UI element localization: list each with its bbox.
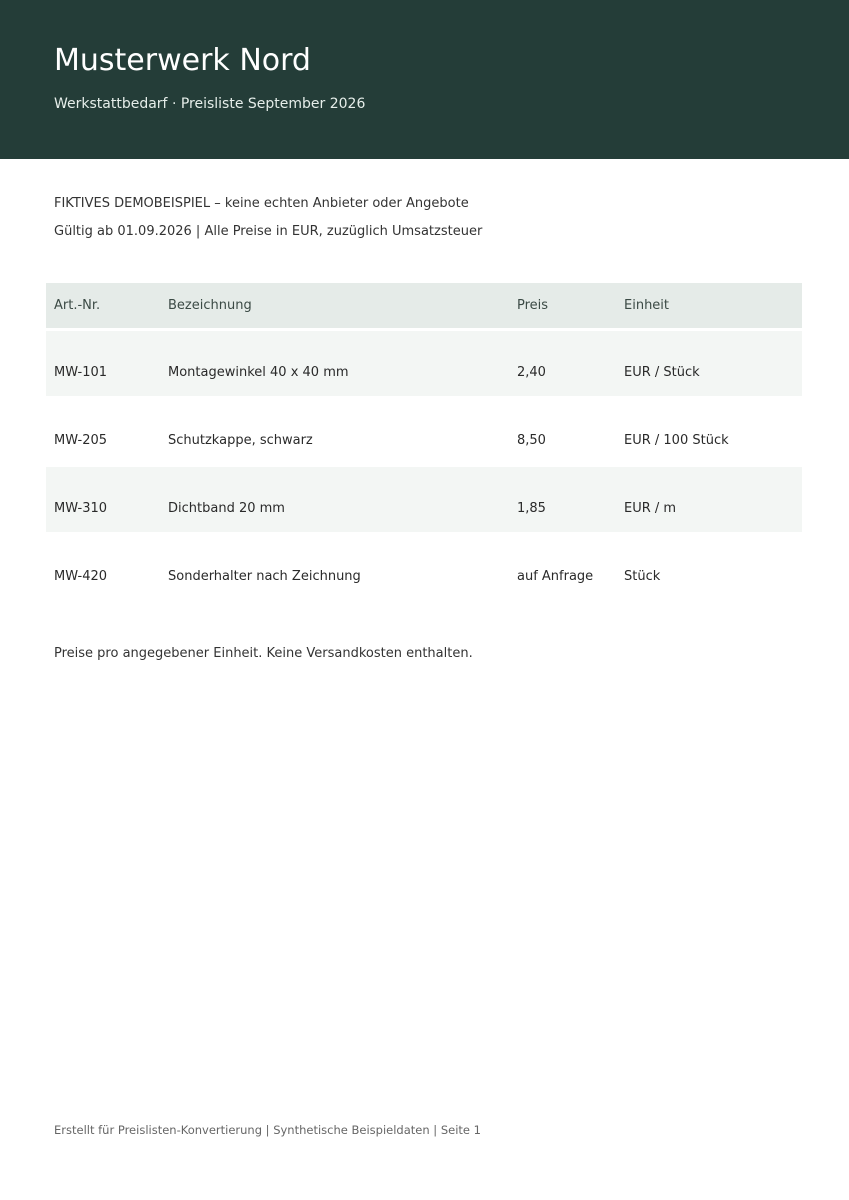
- unit-cell: Stück: [624, 569, 661, 584]
- description-cell: Schutzkappe, schwarz: [168, 433, 313, 448]
- article-number-cell: MW-420: [54, 569, 108, 584]
- validity-note: Gültig ab 01.09.2026 | Alle Preise in EUR, zuzüglich Umsatzsteuer: [54, 224, 483, 239]
- demo-disclaimer: FIKTIVES DEMOBEISPIEL – keine echten Anbieter oder Angebote: [54, 196, 469, 211]
- price-cell: 1,85: [517, 501, 546, 516]
- page-header: [0, 0, 849, 159]
- table-row: [46, 331, 802, 396]
- description-cell: Montagewinkel 40 x 40 mm: [168, 365, 349, 380]
- price-cell: 2,40: [517, 365, 546, 380]
- document-subtitle: Werkstattbedarf · Preisliste September 2026: [54, 96, 366, 112]
- table-row: [46, 535, 802, 600]
- table-header-row: [46, 283, 802, 328]
- description-cell: Dichtband 20 mm: [168, 501, 285, 516]
- table-row: [46, 467, 802, 532]
- column-header-description: Bezeichnung: [168, 298, 252, 313]
- article-number-cell: MW-101: [54, 365, 108, 380]
- column-header-article-number: Art.-Nr.: [54, 298, 101, 313]
- article-number-cell: MW-205: [54, 433, 108, 448]
- unit-cell: EUR / m: [624, 501, 677, 516]
- table-row: [46, 399, 802, 464]
- price-footnote: Preise pro angegebener Einheit. Keine Versandkosten enthalten.: [54, 646, 473, 661]
- description-cell: Sonderhalter nach Zeichnung: [168, 569, 361, 584]
- price-table: [46, 283, 802, 600]
- article-number-cell: MW-310: [54, 501, 108, 516]
- price-cell: auf Anfrage: [517, 569, 594, 584]
- unit-cell: EUR / 100 Stück: [624, 433, 729, 448]
- company-name: Musterwerk Nord: [54, 43, 311, 78]
- price-cell: 8,50: [517, 433, 546, 448]
- column-header-unit: Einheit: [624, 298, 670, 313]
- column-header-price: Preis: [517, 298, 549, 313]
- unit-cell: EUR / Stück: [624, 365, 700, 380]
- page-footer: Erstellt für Preislisten-Konvertierung | Synthetische Beispieldaten | Seite 1: [54, 1123, 481, 1137]
